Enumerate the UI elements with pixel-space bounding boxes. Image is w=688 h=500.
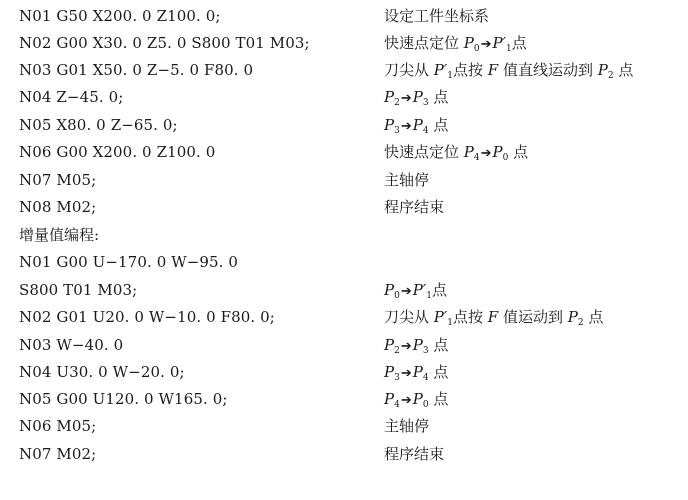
code-text: N05 X80. 0 Z−65. 0; — [19, 116, 178, 134]
program-line — [0, 167, 688, 193]
program-line — [0, 441, 688, 467]
comment-text: $P_4➔P_0$ 点 — [384, 386, 448, 418]
incremental-heading: 增量值编程: — [19, 226, 100, 244]
code-text: N04 U30. 0 W−20. 0; — [19, 363, 185, 381]
code-text: N05 G00 U120. 0 W165. 0; — [19, 390, 228, 408]
right-arrow-icon: ➔ — [480, 37, 492, 52]
right-arrow-icon: ➔ — [400, 91, 412, 106]
comment-text: 程序结束 — [384, 445, 445, 463]
code-text: N04 Z−45. 0; — [19, 88, 124, 106]
right-arrow-icon: ➔ — [400, 366, 412, 381]
program-line — [0, 249, 688, 275]
comment-text: $P_3➔P_4$ 点 — [384, 112, 448, 144]
program-line — [0, 139, 688, 165]
comment-text: $P_0➔P'_1$点 — [384, 277, 447, 309]
code-text: N01 G50 X200. 0 Z100. 0; — [19, 7, 221, 25]
code-text: N06 M05; — [19, 417, 97, 435]
code-text: N03 W−40. 0 — [19, 336, 124, 354]
comment-text: 程序结束 — [384, 198, 445, 216]
code-text: N02 G00 X30. 0 Z5. 0 S800 T01 M03; — [19, 34, 310, 52]
code-text: N07 M05; — [19, 171, 97, 189]
program-line — [0, 332, 688, 358]
program-line — [0, 359, 688, 385]
comment-text: 刀尖从 $P'_1$点按 F 值直线运动到 $P_2$ 点 — [384, 61, 634, 81]
comment-text: $P_2➔P_3$ 点 — [384, 332, 448, 364]
program-line — [0, 194, 688, 220]
code-text: N07 M02; — [19, 445, 97, 463]
right-arrow-icon: ➔ — [400, 339, 412, 354]
program-line — [0, 57, 688, 83]
comment-text: 刀尖从 $P'_1$点按 F 值运动到 $P_2$ 点 — [384, 308, 604, 328]
comment-text: 主轴停 — [384, 417, 430, 435]
comment-text: 主轴停 — [384, 171, 430, 189]
code-text: S800 T01 M03; — [19, 281, 138, 299]
comment-text: 快速点定位 $P_0➔P'_1$点 — [384, 30, 527, 62]
code-text: N06 G00 X200. 0 Z100. 0 — [19, 143, 216, 161]
program-line — [0, 30, 688, 56]
comment-text: $P_3➔P_4$ 点 — [384, 359, 448, 391]
comment-text: $P_2➔P_3$ 点 — [384, 84, 448, 116]
code-text: N02 G01 U20. 0 W−10. 0 F80. 0; — [19, 308, 275, 326]
comment-text: 快速点定位 $P_4➔P_0$ 点 — [384, 139, 528, 171]
program-line — [0, 277, 688, 303]
code-text: N01 G00 U−170. 0 W−95. 0 — [19, 253, 239, 271]
program-line — [0, 386, 688, 412]
right-arrow-icon: ➔ — [400, 119, 412, 134]
right-arrow-icon: ➔ — [400, 284, 412, 299]
program-line — [0, 304, 688, 330]
code-text: N08 M02; — [19, 198, 97, 216]
section-heading-row — [0, 222, 688, 248]
right-arrow-icon: ➔ — [400, 393, 412, 408]
program-line — [0, 3, 688, 29]
program-line — [0, 84, 688, 110]
program-line — [0, 413, 688, 439]
right-arrow-icon: ➔ — [480, 146, 492, 161]
code-text: N03 G01 X50. 0 Z−5. 0 F80. 0 — [19, 61, 254, 79]
program-line — [0, 112, 688, 138]
comment-text: 设定工件坐标系 — [384, 7, 490, 25]
